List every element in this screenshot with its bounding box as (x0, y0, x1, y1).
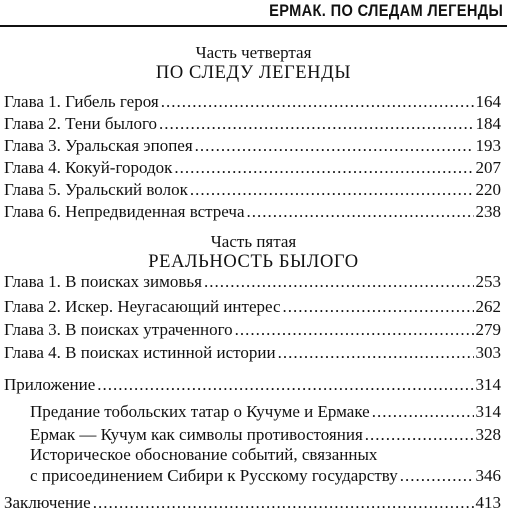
toc-entry-page: 346 (475, 466, 501, 485)
toc-entry-title-line1[interactable]: Историческое обоснование событий, связанных (30, 445, 378, 464)
toc-entry-title: Глава 5. Уральский волок (4, 180, 188, 199)
toc-entry-page: 207 (475, 158, 501, 177)
dot-leader (159, 114, 473, 134)
dot-leader (365, 425, 474, 445)
dot-leader (283, 297, 474, 317)
toc-entry-title-line2: с присоединением Сибири к Русскому государству (30, 466, 398, 485)
toc-entry-page: 413 (475, 493, 501, 512)
dot-leader (204, 272, 474, 292)
toc-entry-title: Предание тобольских татар о Кучуме и Ермаке (30, 402, 370, 421)
toc-entry-page: 220 (475, 180, 501, 199)
toc-entry[interactable] (4, 114, 501, 136)
toc-entry-title: Ермак — Кучум как символы противостояния (30, 425, 363, 444)
toc-entry-title: Приложение (4, 375, 96, 394)
dot-leader (372, 402, 474, 422)
toc-entry-page: 184 (475, 114, 501, 133)
dot-leader (174, 158, 473, 178)
toc-entry-title: Глава 2. Тени былого (4, 114, 158, 133)
toc-entry[interactable] (4, 343, 501, 365)
toc-entry-title: Глава 1. В поисках зимовья (4, 272, 202, 291)
toc-entry[interactable] (4, 158, 501, 180)
toc-entry-page: 279 (475, 320, 501, 339)
toc-subentry[interactable] (30, 402, 501, 424)
toc-entry[interactable] (4, 320, 501, 342)
toc-entry[interactable] (4, 202, 501, 224)
toc-entry-appendix[interactable] (4, 375, 501, 397)
toc-entry-page: 314 (475, 375, 501, 394)
toc-entry-title: Заключение (4, 493, 91, 512)
header-rule (0, 25, 507, 27)
dot-leader (235, 320, 474, 340)
running-header-title: ЕРМАК. ПО СЛЕДАМ ЛЕГЕНДЫ (268, 1, 503, 20)
dot-leader (97, 375, 473, 395)
dot-leader (247, 202, 474, 222)
part5-label: Часть пятая (210, 232, 297, 251)
toc-entry[interactable] (4, 136, 501, 158)
toc-entry-page: 253 (475, 272, 501, 291)
toc-entry-page: 303 (475, 343, 501, 362)
toc-entry-page: 238 (475, 202, 501, 221)
toc-entry[interactable] (4, 180, 501, 202)
toc-entry-title: Глава 4. Кокуй-городок (4, 158, 173, 177)
toc-entry-title: Глава 1. Гибель героя (4, 92, 159, 111)
toc-subentry[interactable] (30, 425, 501, 447)
dot-leader (400, 466, 474, 486)
part5-title: РЕАЛЬНОСТЬ БЫЛОГО (148, 252, 359, 272)
toc-entry-page: 314 (475, 402, 501, 421)
toc-entry-title: Глава 3. В поисках утраченного (4, 320, 233, 339)
toc-entry[interactable] (4, 297, 501, 319)
toc-entry-title: Глава 2. Искер. Неугасающий интерес (4, 297, 281, 316)
dot-leader (93, 493, 474, 513)
toc-entry[interactable] (4, 92, 501, 114)
toc-entry-page: 164 (475, 92, 501, 111)
dot-leader (278, 343, 474, 363)
toc-entry-page: 328 (475, 425, 501, 444)
part4-title: ПО СЛЕДУ ЛЕГЕНДЫ (155, 63, 352, 83)
part4-label: Часть четвертая (195, 43, 312, 62)
dot-leader (161, 92, 474, 112)
toc-entry-page: 193 (475, 136, 501, 155)
toc-entry[interactable] (4, 272, 501, 294)
toc-entry-title: Глава 6. Непредвиденная встреча (4, 202, 245, 221)
running-header (0, 0, 507, 26)
dot-leader (195, 136, 474, 156)
toc-entry-title: Глава 3. Уральская эпопея (4, 136, 193, 155)
toc-entry-title: Глава 4. В поисках истинной истории (4, 343, 276, 362)
toc-entry-page: 262 (475, 297, 501, 316)
toc-entry-conclusion[interactable] (4, 493, 501, 515)
toc-subentry[interactable] (30, 466, 501, 488)
dot-leader (190, 180, 474, 200)
